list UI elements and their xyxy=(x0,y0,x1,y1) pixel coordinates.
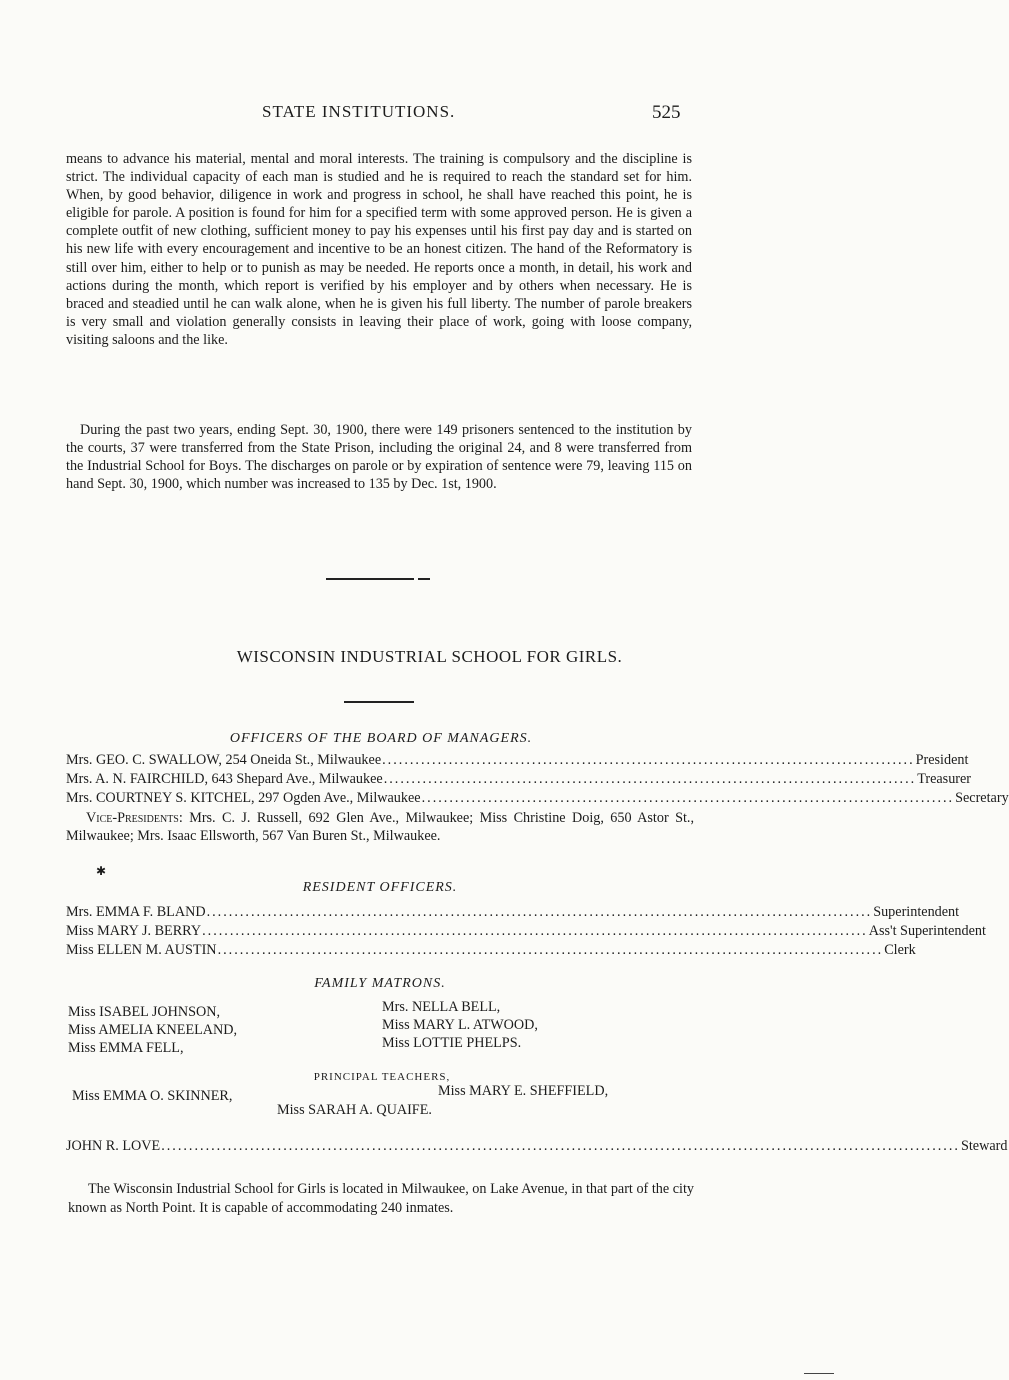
section-divider-rule xyxy=(326,578,414,580)
matron-name: Miss EMMA FELL, xyxy=(68,1040,184,1056)
matron-name: Miss MARY L. ATWOOD, xyxy=(382,1017,538,1033)
vice-presidents-label: Vice-Presidents xyxy=(86,810,179,826)
teacher-name: Miss EMMA O. SKINNER, xyxy=(72,1088,233,1104)
closing-paragraph: The Wisconsin Industrial School for Girls is located in Milwaukee, on Lake Avenue, in that part of the city known as North Point. It is capable of accommodating 240 inmates. xyxy=(68,1181,694,1216)
officer-role: Clerk xyxy=(884,942,916,958)
board-officer-entry xyxy=(66,771,972,788)
officer-name: Mrs. EMMA F. BLAND xyxy=(66,904,206,920)
teacher-name: Miss SARAH A. QUAIFE. xyxy=(277,1102,432,1118)
asterisk-mark: ✱ xyxy=(96,864,107,878)
resident-officer-entry xyxy=(66,904,960,921)
body-paragraph-2: During the past two years, ending Sept. 30, 1900, there were 149 prisoners sentenced to the institution by the courts, 37 were transferred from the State Prison, including the original 24, and 8 were transferred from the Industrial School for Boys. The discharges on parole or by expiration of sentence were 79, leaving 115 on hand Sept. 30, 1900, which number was increased to 135 by Dec. 1st, 1900. xyxy=(66,422,692,493)
resident-officer-entry xyxy=(66,923,986,940)
footer-rule xyxy=(804,1373,834,1374)
family-matrons-left-column xyxy=(68,1003,237,1057)
board-officers-heading: OFFICERS OF THE BOARD OF MANAGERS. xyxy=(229,731,533,746)
resident-officers-heading: RESIDENT OFFICERS. xyxy=(302,880,458,895)
officer-role: President xyxy=(915,752,969,768)
dot-leader: ........................................................................................................................ xyxy=(217,942,884,958)
steward-entry xyxy=(66,1138,1008,1155)
officer-name: Mrs. COURTNEY S. KITCHEL, 297 Ogden Ave., Milwaukee xyxy=(66,790,421,806)
matron-name: Miss LOTTIE PHELPS. xyxy=(382,1035,522,1051)
section-divider-rule-tail xyxy=(418,578,430,580)
matron-name: Miss ISABEL JOHNSON, xyxy=(68,1004,221,1020)
officer-role: Treasurer xyxy=(917,771,972,787)
family-matrons-heading: FAMILY MATRONS. xyxy=(314,976,446,991)
vice-presidents-text: : Mrs. C. J. Russell, 692 Glen Ave., Milwaukee; Miss Christine Doig, 650 Astor St., Milwaukee; Mrs. Isaac Ellsworth, 567 Van Buren St., Milwaukee. xyxy=(66,810,694,845)
steward-role: Steward xyxy=(960,1138,1008,1154)
officer-name: Mrs. A. N. FAIRCHILD, 643 Shepard Ave., Milwaukee xyxy=(66,771,383,787)
teacher-name: Miss MARY E. SHEFFIELD, xyxy=(438,1083,609,1099)
dot-leader: ........................................................................................................................ xyxy=(206,904,873,920)
body-paragraph-1: means to advance his material, mental and moral interests. The training is compulsory and the discipline is strict. The individual capacity of each man is studied and he is required to reach the standard set for him. When, by good behavior, diligence in work and progress in school, he shall have reached this point, he is eligible for parole. A position is found for him for a specified term with some approved person. He is given a complete outfit of new clothing, sufficient money to pay his expenses until his first pay day and is started on his new life with every encouragement and incentive to be an honest citizen. The hand of the Reformatory is still over him, either to help or to punish as may be needed. He reports once a month, in detail, his work and actions during the month, which report is verified by his employer and by others when necessary. He is braced and steadied until he can walk alone, when he is given his full liberty. The number of parole breakers is very small and violation generally consists in leaving their place of work, going with loose company, visiting saloons and the like. xyxy=(66,151,692,348)
dot-leader: ................................................................................................ xyxy=(382,752,915,768)
family-matrons-right-column xyxy=(382,998,538,1052)
principal-teachers-heading: PRINCIPAL TEACHERS, xyxy=(313,1071,451,1083)
matron-name: Mrs. NELLA BELL, xyxy=(382,999,501,1015)
officer-name: Miss ELLEN M. AUSTIN xyxy=(66,942,217,958)
officer-role: Ass't Superintendent xyxy=(868,923,986,939)
title-underline-rule xyxy=(344,701,414,703)
steward-name: JOHN R. LOVE xyxy=(66,1138,161,1154)
page-number: 525 xyxy=(652,102,681,123)
matron-name: Miss AMELIA KNEELAND, xyxy=(68,1022,238,1038)
resident-officer-entry xyxy=(66,942,916,959)
officer-name: Mrs. GEO. C. SWALLOW, 254 Oneida St., Milwaukee xyxy=(66,752,382,768)
dot-leader: ................................................................................................ xyxy=(421,790,955,806)
dot-leader: ........................................................................................................................ xyxy=(202,923,868,939)
section-title: WISCONSIN INDUSTRIAL SCHOOL FOR GIRLS. xyxy=(236,647,623,666)
officer-name: Miss MARY J. BERRY xyxy=(66,923,202,939)
board-officer-entry xyxy=(66,752,969,769)
board-officer-entry xyxy=(66,790,1009,807)
officer-role: Superintendent xyxy=(873,904,960,920)
vice-presidents-paragraph xyxy=(66,809,694,846)
dot-leader: ................................................................................................ xyxy=(383,771,917,787)
dot-leader: ................................................................................................................................................ xyxy=(161,1138,960,1154)
running-head: STATE INSTITUTIONS. xyxy=(262,102,456,121)
officer-role: Secretary xyxy=(955,790,1009,806)
